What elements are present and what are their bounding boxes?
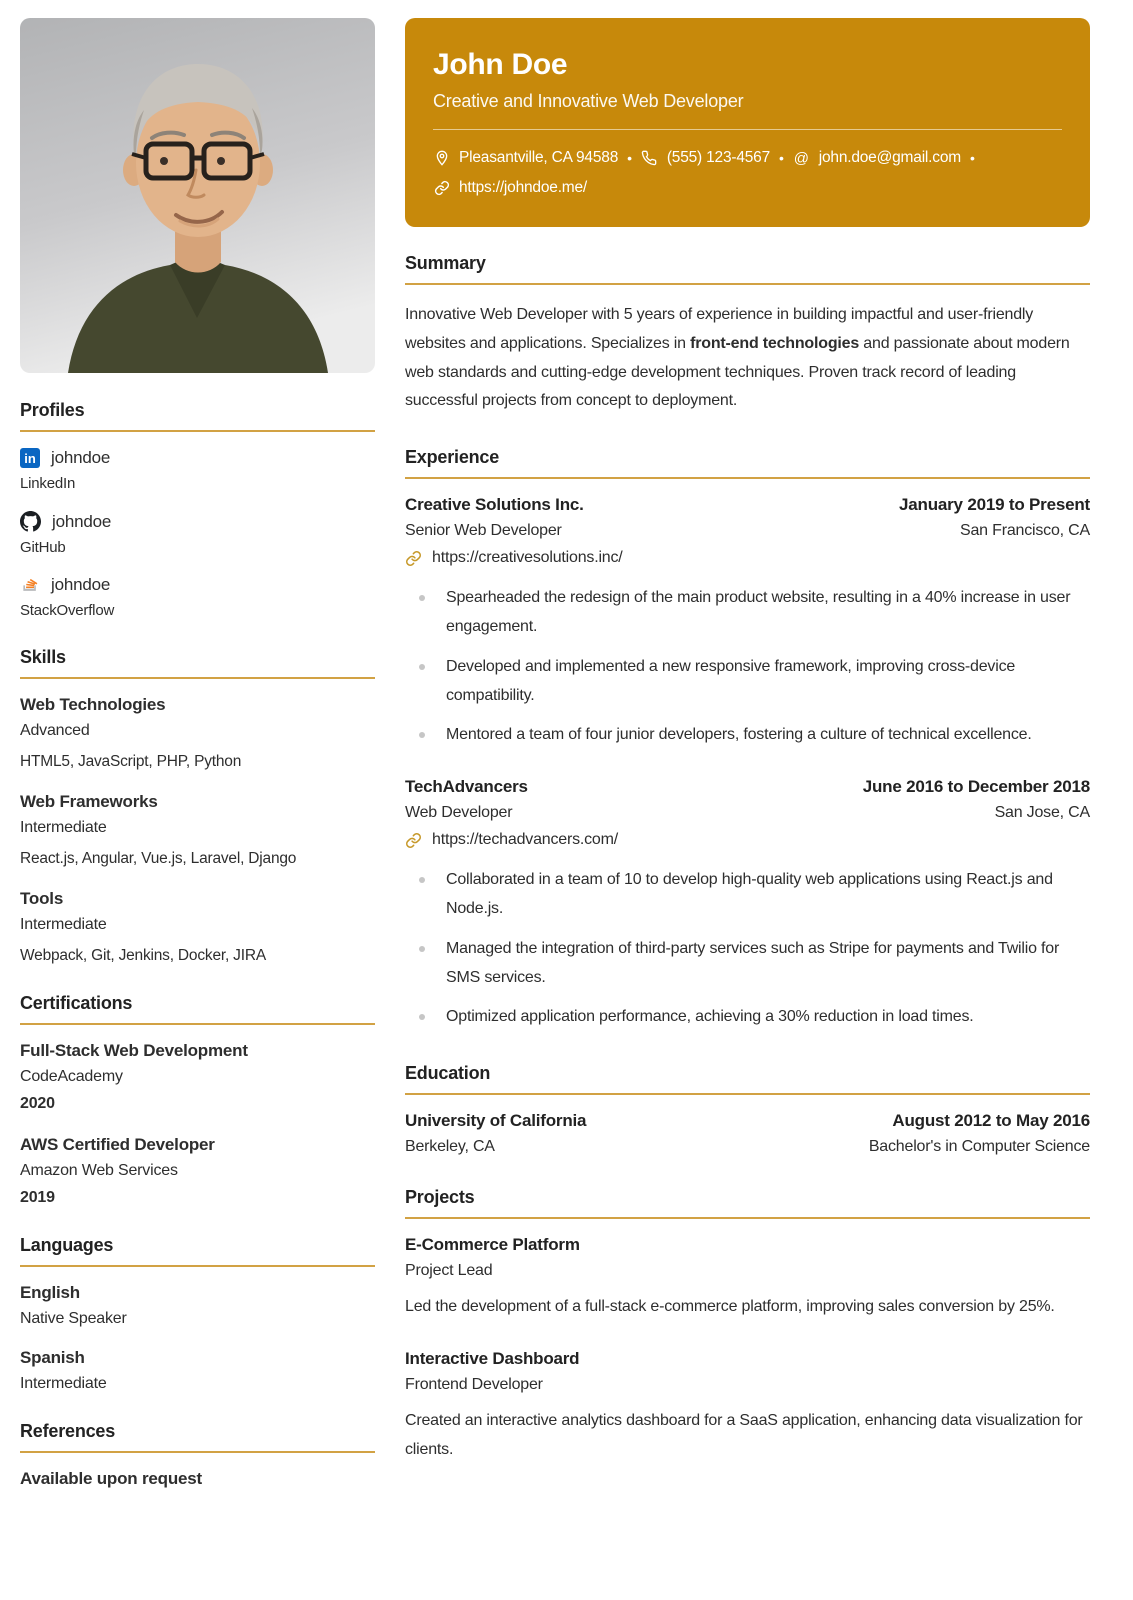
certification-issuer: CodeAcademy [20, 1068, 123, 1085]
summary-text [405, 301, 1090, 416]
highlight-text: Optimized application performance, achieving a 30% reduction in load times. [446, 1008, 974, 1026]
email-text[interactable]: john.doe@gmail.com [818, 149, 961, 166]
highlight-text: Mentored a team of four junior developers, fostering a culture of technical excellence. [446, 726, 1032, 744]
contact-separator: • [627, 150, 632, 166]
projects-section [405, 1187, 1090, 1464]
skills-section [20, 647, 375, 965]
profile-photo [20, 18, 375, 373]
education-location: Berkeley, CA [405, 1138, 495, 1156]
skill-keywords: Webpack, Git, Jenkins, Docker, JIRA [20, 947, 266, 964]
project-role: Frontend Developer [405, 1375, 543, 1393]
header-card [405, 18, 1090, 227]
language-fluency: Intermediate [20, 1375, 107, 1392]
main-column [405, 18, 1090, 1517]
job-location: San Francisco, CA [960, 522, 1090, 540]
skills-heading: Skills [20, 647, 375, 679]
education-dates: August 2012 to May 2016 [892, 1111, 1090, 1131]
github-username[interactable]: johndoe [52, 511, 112, 531]
summary-part2: and passionate about modern web standards and cutting-edge development techniques. Proven track record of leading successful projects from concept to deployment. [405, 334, 1070, 410]
job-title: Creative and Innovative Web Developer [433, 91, 744, 111]
location-text: Pleasantville, CA 94588 [459, 149, 619, 166]
highlight-item [405, 1003, 1090, 1032]
highlight-item [405, 866, 1090, 924]
contact-website[interactable] [433, 179, 587, 197]
link-icon [433, 180, 450, 197]
experience-section [405, 447, 1090, 1032]
certification-item [20, 1041, 375, 1113]
skill-item [20, 695, 375, 771]
location-pin-icon [433, 150, 450, 167]
website-text[interactable]: https://johndoe.me/ [459, 179, 588, 196]
profiles-heading: Profiles [20, 400, 375, 432]
skill-item [20, 792, 375, 868]
page-title: John Doe [433, 48, 568, 81]
highlight-text: Spearheaded the redesign of the main product website, resulting in a 40% increase in user engagement. [446, 589, 1071, 635]
certification-issuer: Amazon Web Services [20, 1162, 178, 1179]
company-name: Creative Solutions Inc. [405, 495, 584, 515]
project-name: Interactive Dashboard [405, 1348, 580, 1368]
stackoverflow-username[interactable]: johndoe [51, 575, 111, 594]
stackoverflow-icon [20, 575, 40, 595]
github-icon [20, 511, 41, 532]
profile-item-stackoverflow [20, 575, 375, 619]
job-role: Senior Web Developer [405, 522, 562, 540]
employment-dates: June 2016 to December 2018 [862, 777, 1090, 797]
degree-name: Bachelor's in Computer Science [868, 1138, 1090, 1156]
bullet-dot-icon [419, 595, 425, 601]
project-description: Created an interactive analytics dashboard for a SaaS application, enhancing data visualization for clients. [405, 1411, 1083, 1458]
job-role: Web Developer [405, 804, 513, 822]
linkedin-network-label: LinkedIn [20, 475, 76, 492]
phone-text[interactable]: (555) 123-4567 [666, 149, 771, 166]
languages-heading: Languages [20, 1235, 375, 1267]
certifications-heading: Certifications [20, 993, 375, 1025]
skill-keywords: HTML5, JavaScript, PHP, Python [20, 753, 242, 770]
bullet-dot-icon [419, 732, 425, 738]
language-fluency: Native Speaker [20, 1310, 127, 1327]
contact-separator: • [969, 150, 975, 166]
portrait-illustration [20, 18, 375, 373]
link-icon [405, 550, 422, 567]
skill-name: Tools [20, 889, 64, 908]
sidebar [20, 18, 375, 1517]
highlight-text: Developed and implemented a new responsive framework, improving cross-device compatibility. [446, 657, 1016, 704]
job-highlights [405, 584, 1090, 750]
references-note: Available upon request [20, 1469, 203, 1488]
languages-section [20, 1235, 375, 1393]
linkedin-username[interactable]: johndoe [51, 448, 111, 467]
at-icon: @ [793, 149, 809, 167]
summary-highlight: front-end technologies [690, 334, 860, 352]
github-network-label: GitHub [20, 539, 66, 556]
contact-line-2 [433, 173, 1062, 203]
project-name: E-Commerce Platform [405, 1235, 580, 1255]
header-divider [433, 129, 1062, 130]
references-heading: References [20, 1421, 375, 1453]
phone-icon [641, 150, 658, 167]
skill-keywords: React.js, Angular, Vue.js, Laravel, Django [20, 850, 297, 867]
projects-heading: Projects [405, 1187, 1090, 1219]
references-section [20, 1421, 375, 1489]
certification-year: 2019 [20, 1189, 55, 1206]
highlight-item [405, 935, 1090, 993]
company-url[interactable]: https://techadvancers.com/ [432, 831, 619, 849]
skill-level: Intermediate [20, 819, 107, 836]
skill-item [20, 889, 375, 965]
language-name: Spanish [20, 1348, 85, 1367]
highlight-item [405, 653, 1090, 711]
institution-name: University of California [405, 1111, 587, 1131]
stackoverflow-network-label: StackOverflow [20, 602, 115, 619]
company-link[interactable] [405, 549, 1090, 567]
summary-part1: Innovative Web Developer with 5 years of experience in building impactful and user-friendly websites and applications. Specializes in [405, 306, 1034, 352]
language-item [20, 1348, 375, 1393]
experience-heading: Experience [405, 447, 1090, 479]
company-url[interactable]: https://creativesolutions.inc/ [432, 549, 623, 567]
contact-line-1 [433, 143, 1062, 173]
profiles-section [20, 400, 375, 619]
link-icon [405, 832, 422, 849]
highlight-text: Managed the integration of third-party services such as Stripe for payments and Twilio for SMS services. [446, 939, 1060, 986]
company-link[interactable] [405, 831, 1090, 849]
certification-title: AWS Certified Developer [20, 1135, 215, 1154]
education-heading: Education [405, 1063, 1090, 1095]
education-section [405, 1063, 1090, 1156]
company-name: TechAdvancers [405, 777, 528, 797]
profile-item-linkedin [20, 448, 375, 492]
experience-entry [405, 495, 1090, 750]
contact-email[interactable] [793, 149, 961, 167]
certification-title: Full-Stack Web Development [20, 1041, 248, 1060]
project-entry [405, 1349, 1090, 1465]
bullet-dot-icon [419, 877, 425, 883]
language-item [20, 1283, 375, 1328]
project-role: Project Lead [405, 1262, 493, 1280]
highlight-item [405, 721, 1090, 750]
project-description: Led the development of a full-stack e-commerce platform, improving sales conversion by 25%. [405, 1298, 1055, 1316]
contact-location [433, 149, 618, 167]
skill-name: Web Frameworks [20, 792, 158, 811]
language-name: English [20, 1283, 80, 1302]
summary-section [405, 253, 1090, 416]
job-location: San Jose, CA [994, 804, 1090, 822]
linkedin-icon: in [20, 448, 40, 468]
skill-level: Intermediate [20, 916, 107, 933]
summary-heading: Summary [405, 253, 1090, 285]
certification-item [20, 1135, 375, 1207]
profile-item-github [20, 511, 375, 556]
highlight-item [405, 584, 1090, 642]
contact-phone[interactable] [641, 149, 770, 167]
certifications-section [20, 993, 375, 1207]
highlight-text: Collaborated in a team of 10 to develop high-quality web applications using React.js and Node.js. [446, 871, 1053, 917]
skill-level: Advanced [20, 722, 90, 739]
project-entry [405, 1235, 1090, 1322]
certification-year: 2020 [20, 1095, 55, 1112]
employment-dates: January 2019 to Present [899, 495, 1090, 515]
bullet-dot-icon [419, 664, 425, 670]
contact-separator: • [779, 150, 784, 166]
experience-entry [405, 777, 1090, 1032]
skill-name: Web Technologies [20, 695, 166, 714]
bullet-dot-icon [419, 946, 425, 952]
bullet-dot-icon [419, 1014, 425, 1020]
job-highlights [405, 866, 1090, 1032]
